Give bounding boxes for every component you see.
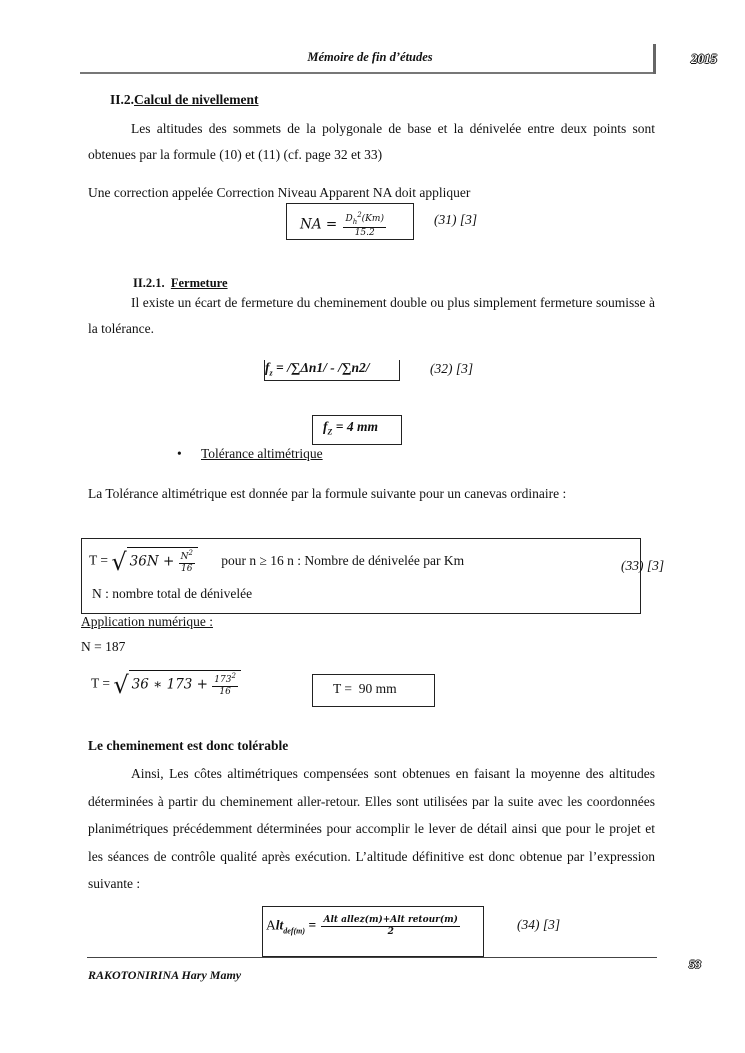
tolerance-paragraph: La Tolérance altimétrique est donnée par la formule suivante pour un canevas ordinaire :	[88, 486, 567, 501]
fz-result-box	[312, 415, 402, 445]
subsection-number: II.2.1.	[133, 276, 165, 290]
eq33-sqrt: √ 36N + $\frac{N^2}{16}$	[111, 547, 198, 576]
equation-34-box	[262, 906, 484, 957]
eq34-numerator: Alt allez(m)+Alt retour(m)	[323, 915, 458, 925]
eq32-rhs: = /∑Δn1/ - /∑n2/	[272, 360, 370, 375]
footer-page-number: 53	[689, 957, 701, 971]
eq31-num-sub: h	[352, 217, 358, 226]
equation-31-ref: (31) [3]	[434, 212, 478, 227]
eq34-lhs-lt: lt	[275, 917, 284, 933]
application-n-value: N = 187	[81, 639, 126, 654]
eq31-num-tail: (Km)	[361, 214, 384, 224]
bullet-marker: •	[177, 446, 182, 461]
equation-31-box	[286, 203, 414, 240]
conclusion: Le cheminement est donc tolérable	[88, 738, 289, 753]
app-frac-sup: 2	[231, 672, 236, 680]
section-paragraph-1: Les altitudes des sommets de la polygonale de base et la dénivelée entre deux points sont obtenues par la formule (10) et (11) (cf. page 32 et 33)	[88, 121, 655, 162]
eq34-eq: =	[305, 917, 317, 933]
eq32-lhs-sub: z	[269, 368, 273, 378]
app-frac-den: 16	[219, 687, 231, 697]
header-rule	[80, 72, 656, 74]
section-paragraph-2: Une correction appelée Correction Niveau Apparent NA doit appliquer	[88, 185, 471, 200]
section-heading	[110, 92, 259, 108]
eq32-lhs: f	[265, 360, 270, 375]
footer-rule	[87, 957, 657, 958]
eq31-num-base: D	[345, 214, 353, 224]
eq31-denominator: 15.2	[354, 227, 375, 238]
header-year: 2015	[691, 51, 717, 66]
application-result-box	[312, 674, 435, 707]
equation-33-ref: (33) [3]	[621, 558, 665, 573]
final-paragraph: Ainsi, Les côtes altimétriques compensées sont obtenues en faisant la moyenne des altitudes déterminées à partir du cheminement aller-retour. Elles sont utilisées par la suite avec les coordonnées planimétriques précédemment déterminées pour accomplir le lever de détail ainsi que pour le projet et les séances de contrôle qualité après exécution. L’altitude définitive est donc obtenue par l’expression suivante :	[88, 766, 655, 891]
eq34-lhs-a: A	[266, 917, 276, 933]
section-number: II.2.	[110, 92, 135, 107]
eq31-num-sup: 2	[357, 211, 362, 219]
eq34-denominator: 2	[387, 927, 394, 937]
fz-value: = 4 mm	[332, 419, 378, 434]
eq33-note: N : nombre total de dénivelée	[92, 586, 253, 601]
header-title: Mémoire de fin d’études	[307, 50, 433, 64]
equation-33-box	[81, 538, 641, 614]
fz-lhs: f	[323, 419, 328, 434]
eq33-frac-sup: 2	[188, 549, 193, 557]
application-formula	[91, 670, 241, 699]
equation-32-ref: (32) [3]	[430, 361, 474, 376]
footer-author: RAKOTONIRINA Hary Mamy	[88, 968, 242, 982]
eq33-lhs: T =	[89, 552, 108, 568]
eq33-condition: pour n ≥ 16 n : Nombre de dénivelée par Km	[221, 552, 465, 568]
equation-34-ref: (34) [3]	[517, 917, 561, 932]
eq33-frac-num: N	[180, 552, 189, 562]
application-result: T = 90 mm	[333, 681, 397, 696]
equation-32-box	[264, 360, 400, 381]
header-separator	[653, 44, 656, 74]
app-frac-num: 173	[214, 675, 232, 685]
eq34-lhs-sub: def(m)	[283, 926, 306, 936]
subsection-title: Fermeture	[170, 276, 228, 290]
bullet-tolerance: Tolérance altimétrique	[201, 446, 323, 461]
application-heading: Application numérique :	[81, 614, 213, 629]
eq33-frac-den: 16	[181, 564, 193, 574]
app-sqrt: √ 36 ∗ 173 + $\frac{173^2}{16}$	[113, 670, 241, 699]
app-rad-term: 36 ∗ 173 +	[131, 676, 208, 693]
fz-lhs-sub: Z	[327, 427, 333, 437]
app-lhs: T =	[91, 675, 110, 691]
eq31-lhs: NA =	[300, 216, 338, 233]
subsection-heading	[133, 276, 228, 291]
subsection-paragraph: Il existe un écart de fermeture du cheminement double ou plus simplement fermeture soumisse à la tolérance.	[88, 295, 655, 336]
section-title: Calcul de nivellement	[134, 92, 259, 107]
eq33-rad-term: 36N +	[129, 553, 175, 570]
